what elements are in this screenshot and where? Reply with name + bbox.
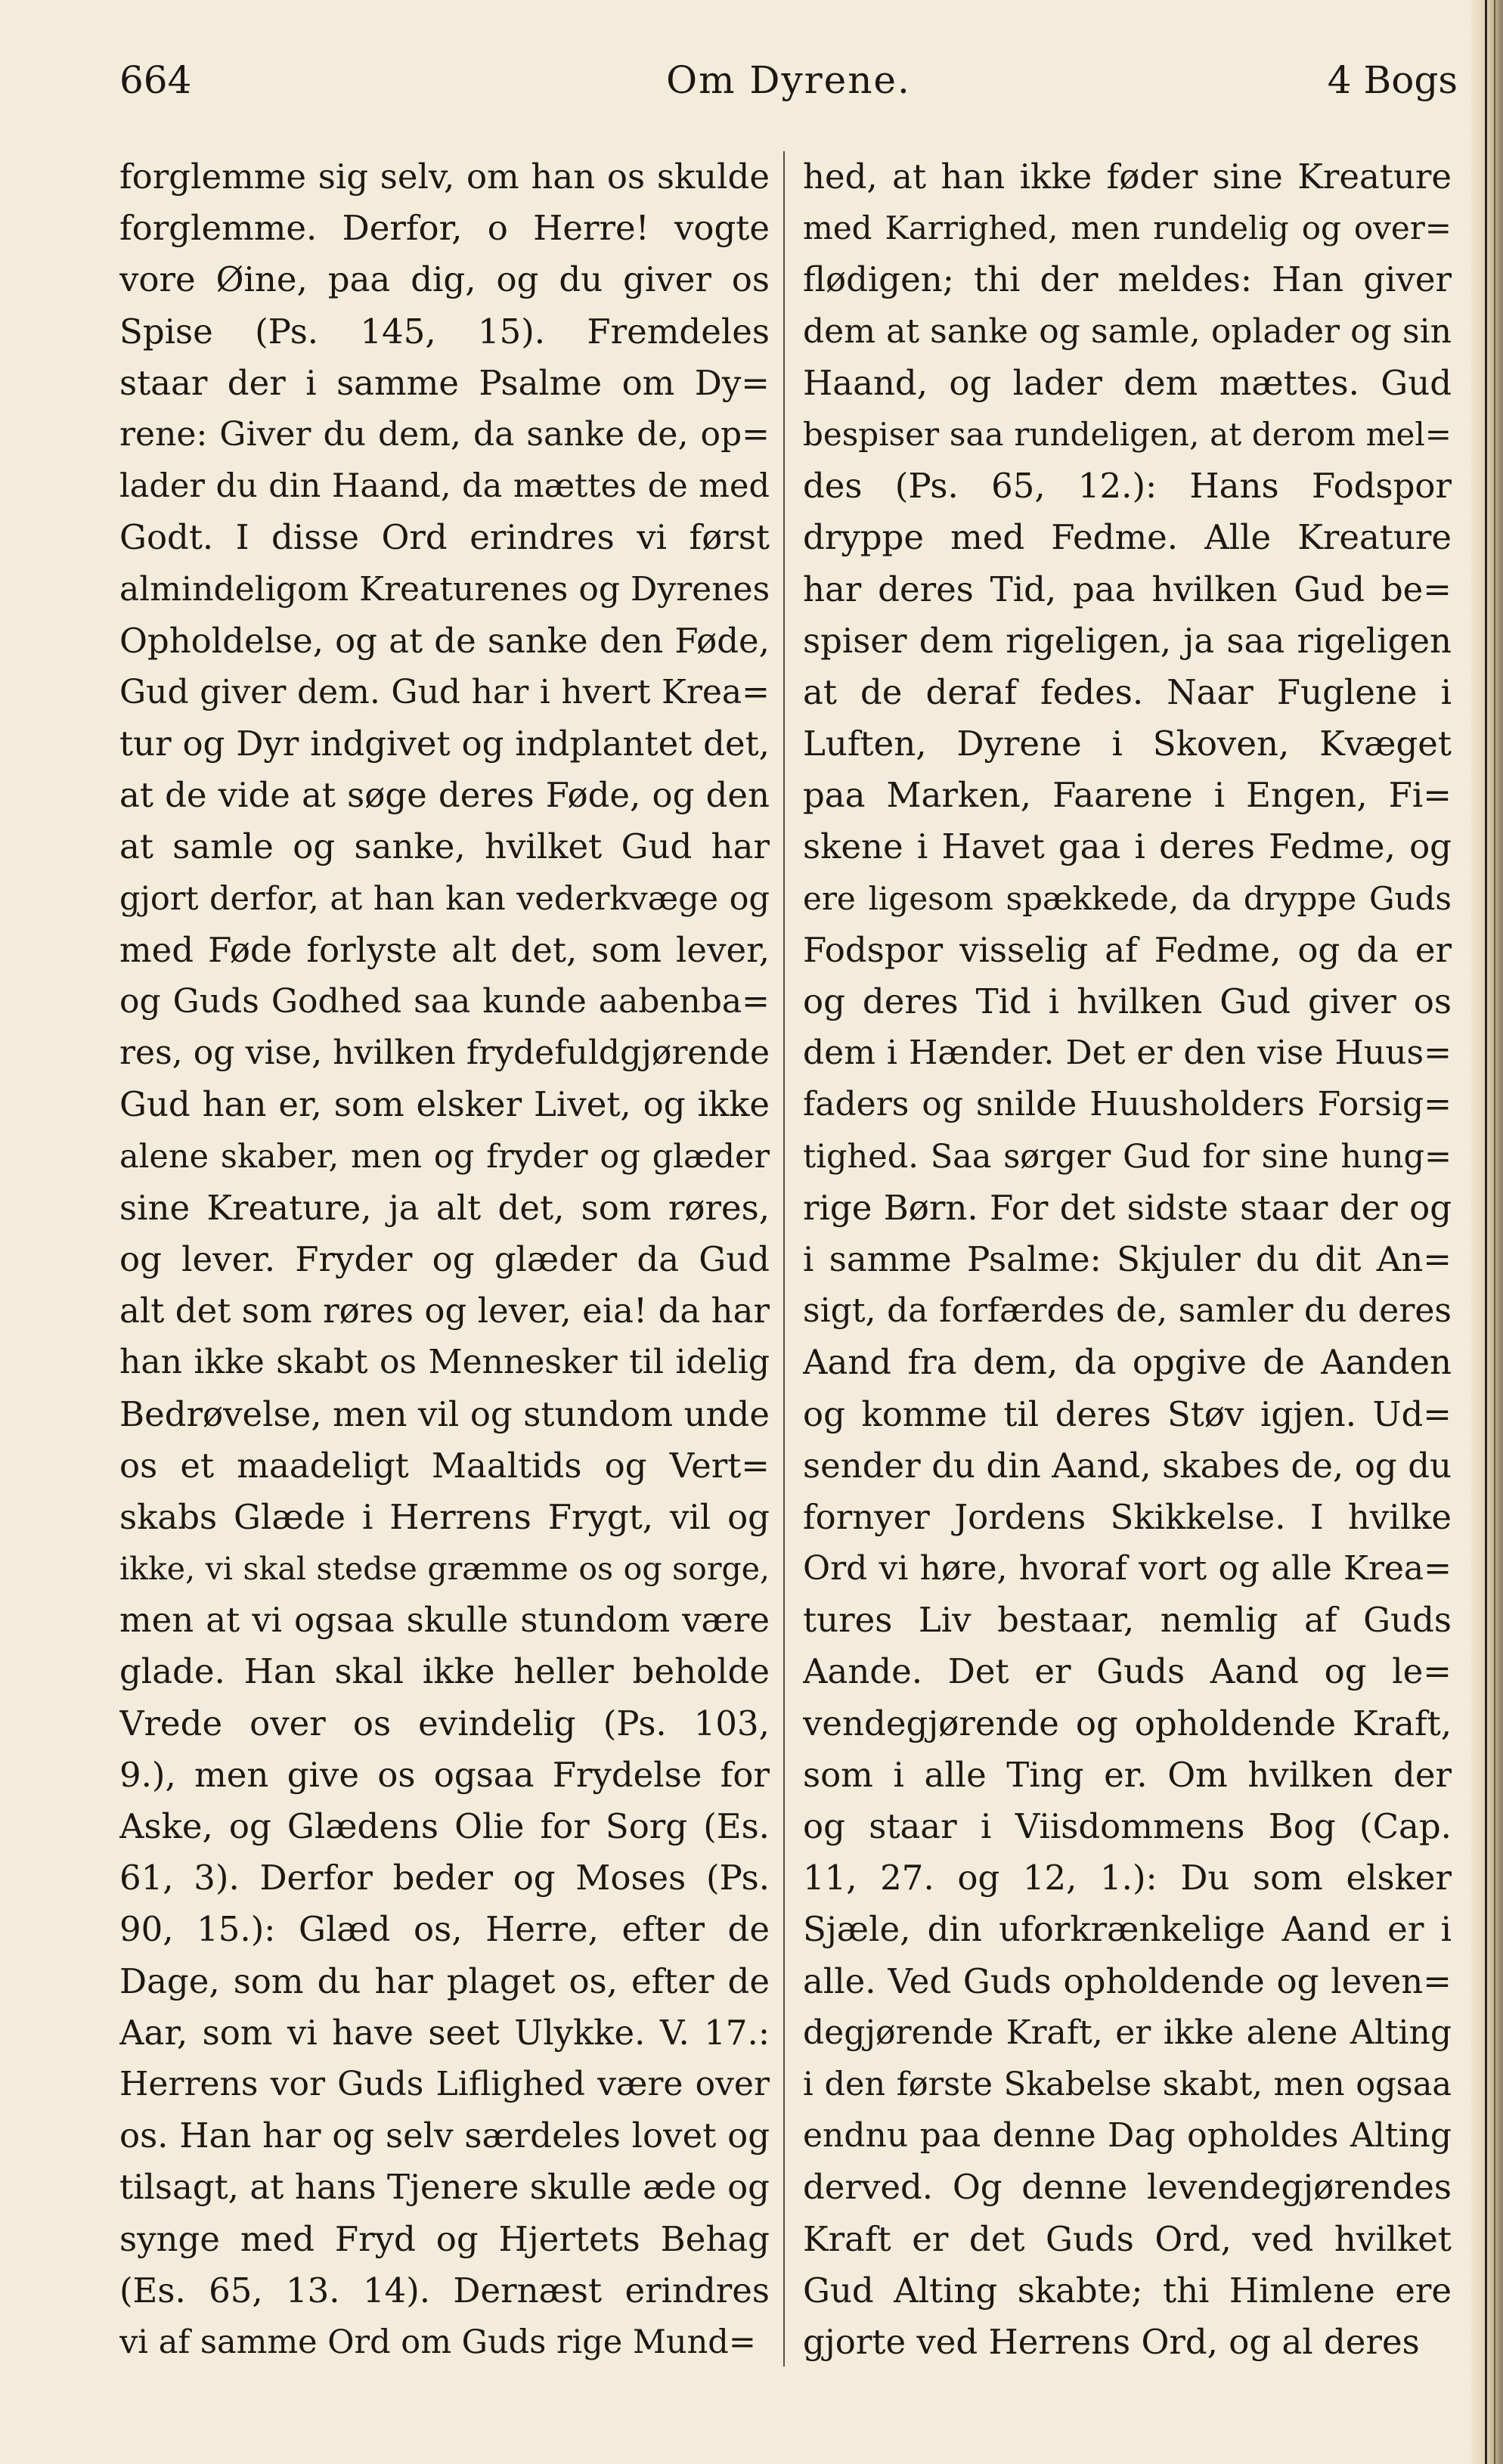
text-line: alt det som røres og lever, eia! da har [119, 1291, 770, 1331]
text-line: 90, 15.): Glæd os, Herre, efter de [119, 1909, 770, 1950]
text-line: forglemme. Derfor, o Herre! vogte [119, 208, 770, 249]
text-line: Sjæle, din uforkrænkelige Aand er i [803, 1909, 1452, 1950]
text-line: skabs Glæde i Herrens Frygt, vil og [119, 1496, 770, 1537]
text-line: 11, 27. og 12, 1.): Du som elsker [803, 1858, 1452, 1898]
text-line: Fodspor visselig af Fedme, og da er [803, 929, 1452, 970]
text-line: Aar, som vi have seet Ulykke. V. 17.: [119, 2012, 770, 2053]
text-line: at samle og sanke, hvilket Gud har [119, 826, 770, 867]
text-line: har deres Tid, paa hvilken Gud be= [803, 569, 1452, 609]
text-line: fornyer Jordens Skikkelse. I hvilke [803, 1496, 1452, 1537]
page-number: 664 [119, 58, 192, 102]
text-line: rene: Giver du dem, da sanke de, op= [119, 414, 770, 454]
text-line: spiser dem rigeligen, ja saa rigeligen [803, 620, 1452, 661]
text-line: dem i Hænder. Det er den vise Huus= [803, 1034, 1452, 1073]
text-line: rige Børn. For det sidste staar der og [803, 1187, 1452, 1228]
text-line: i den første Skabelse skabt, men ogsaa [803, 2065, 1452, 2103]
text-line: vi af samme Ord om Guds rige Mund= [119, 2323, 756, 2361]
text-line: og lever. Fryder og glæder da Gud [119, 1238, 770, 1279]
text-line: han ikke skabt os Mennesker til idelig [119, 1343, 770, 1382]
text-line: hed, at han ikke føder sine Kreature [803, 157, 1452, 197]
text-line: og Guds Godhed saa kunde aabenba= [119, 982, 770, 1021]
text-line: at de deraf fedes. Naar Fuglene i [803, 671, 1452, 712]
text-line: men at vi ogsaa skulle stundom være [119, 1600, 770, 1641]
text-line: glade. Han skal ikke heller beholde [119, 1651, 770, 1692]
text-line: 9.), men give os ogsaa Frydelse for [119, 1754, 770, 1795]
text-line: res, og vise, hvilken frydefuldgjørende [119, 1034, 770, 1073]
text-line: bespiser saa rundeligen, at derom mel= [803, 415, 1452, 453]
text-line: Gud Alting skabte; thi Himlene ere [803, 2270, 1452, 2311]
text-line: ere ligesom spækkede, da dryppe Guds [803, 879, 1452, 917]
text-line: sigt, da forfærdes de, samler du deres [803, 1291, 1452, 1331]
text-line: tilsagt, at hans Tjenere skulle æde og [119, 2167, 770, 2208]
text-line: sine Kreature, ja alt det, som røres, [119, 1187, 770, 1228]
text-line: med Føde forlyste alt det, som lever, [119, 929, 770, 970]
page-edge [1471, 0, 1503, 2464]
text-line: derved. Og denne levendegjørendes [803, 2167, 1452, 2208]
text-line: Vrede over os evindelig (Ps. 103, [119, 1703, 770, 1743]
text-line: Kraft er det Guds Ord, ved hvilket [803, 2218, 1452, 2259]
text-line: faders og snilde Huusholders Forsig= [803, 1085, 1452, 1124]
text-line: forglemme sig selv, om han os skulde [119, 157, 770, 197]
text-line: degjørende Kraft, er ikke alene Alting [803, 2013, 1452, 2052]
text-line: Gud giver dem. Gud har i hvert Krea= [119, 672, 770, 711]
text-line: Dage, som du har plaget os, efter de [119, 1960, 770, 2001]
text-line: Herrens vor Guds Liflighed være over [119, 2064, 770, 2103]
text-line: Gud han er, som elsker Livet, og ikke [119, 1084, 770, 1125]
text-line: synge med Fryd og Hjertets Behag [119, 2218, 770, 2259]
book-marker: 4 Bogs [1327, 58, 1458, 102]
text-line: Luften, Dyrene i Skoven, Kvæget [803, 724, 1452, 764]
text-line: Bedrøvelse, men vil og stundom unde [119, 1393, 770, 1434]
text-line: Aand fra dem, da opgive de Aanden [803, 1342, 1452, 1383]
text-line: os. Han har og selv særdeles lovet og [119, 2115, 770, 2156]
text-line: ikke, vi skal stedse græmme os og sorge, [119, 1551, 770, 1588]
text-line: som i alle Ting er. Om hvilken der [803, 1754, 1452, 1795]
text-line: sender du din Aand, skabes de, og du [803, 1445, 1452, 1486]
text-line: Aske, og Glædens Olie for Sorg (Es. [119, 1806, 770, 1846]
text-line: endnu paa denne Dag opholdes Alting [803, 2116, 1452, 2156]
text-line: Haand, og lader dem mættes. Gud [803, 362, 1452, 403]
text-line: (Es. 65, 13. 14). Dernæst erindres [119, 2270, 770, 2311]
page-title: Om Dyrene. [666, 58, 911, 102]
text-line: gjort derfor, at han kan vederkvæge og [119, 879, 770, 918]
text-line: des (Ps. 65, 12.): Hans Fodspor [803, 466, 1452, 507]
text-line: vendegjørende og opholdende Kraft, [803, 1703, 1452, 1743]
text-line: Ord vi høre, hvoraf vort og alle Krea= [803, 1549, 1452, 1588]
text-line: Spise (Ps. 145, 15). Fremdeles [119, 311, 770, 352]
text-line: lader du din Haand, da mættes de med [119, 467, 770, 506]
text-line: Opholdelse, og at de sanke den Føde, [119, 620, 770, 661]
text-line: dem at sanke og samle, oplader og sin [803, 311, 1452, 351]
right-text-column [803, 151, 1452, 2408]
text-line: alle. Ved Guds opholdende og leven= [803, 1960, 1452, 2001]
text-line: og komme til deres Støv igjen. Ud= [803, 1393, 1452, 1434]
text-line: paa Marken, Faarene i Engen, Fi= [803, 775, 1452, 816]
running-head [119, 50, 1458, 110]
text-line: tures Liv bestaar, nemlig af Guds [803, 1600, 1452, 1641]
text-line: i samme Psalme: Skjuler du dit An= [803, 1238, 1452, 1279]
text-line: dryppe med Fedme. Alle Kreature [803, 517, 1452, 558]
text-line: at de vide at søge deres Føde, og den [119, 775, 770, 816]
text-line: Aande. Det er Guds Aand og le= [803, 1651, 1452, 1692]
text-line: gjorte ved Herrens Ord, og al deres [803, 2321, 1420, 2362]
text-line: med Karrighed, men rundelig og over= [803, 209, 1452, 247]
text-line: staar der i samme Psalme om Dy= [119, 362, 770, 403]
text-line: og deres Tid i hvilken Gud giver os [803, 981, 1452, 1021]
text-line: tighed. Saa sørger Gud for sine hung= [803, 1137, 1452, 1176]
text-line: os et maadeligt Maaltids og Vert= [119, 1445, 770, 1486]
text-line: almindeligom Kreaturenes og Dyrenes [119, 569, 770, 609]
left-text-column [119, 151, 770, 2408]
text-line: og staar i Viisdommens Bog (Cap. [803, 1806, 1452, 1846]
text-line: tur og Dyr indgivet og indplantet det, [119, 724, 770, 764]
column-divider [783, 151, 785, 2366]
text-line: flødigen; thi der meldes: Han giver [803, 259, 1452, 300]
text-line: Godt. I disse Ord erindres vi først [119, 517, 770, 558]
text-line: alene skaber, men og fryder og glæder [119, 1137, 770, 1176]
text-line: 61, 3). Derfor beder og Moses (Ps. [119, 1858, 770, 1898]
text-line: vore Øine, paa dig, og du giver os [119, 259, 770, 300]
text-line: skene i Havet gaa i deres Fedme, og [803, 826, 1452, 867]
